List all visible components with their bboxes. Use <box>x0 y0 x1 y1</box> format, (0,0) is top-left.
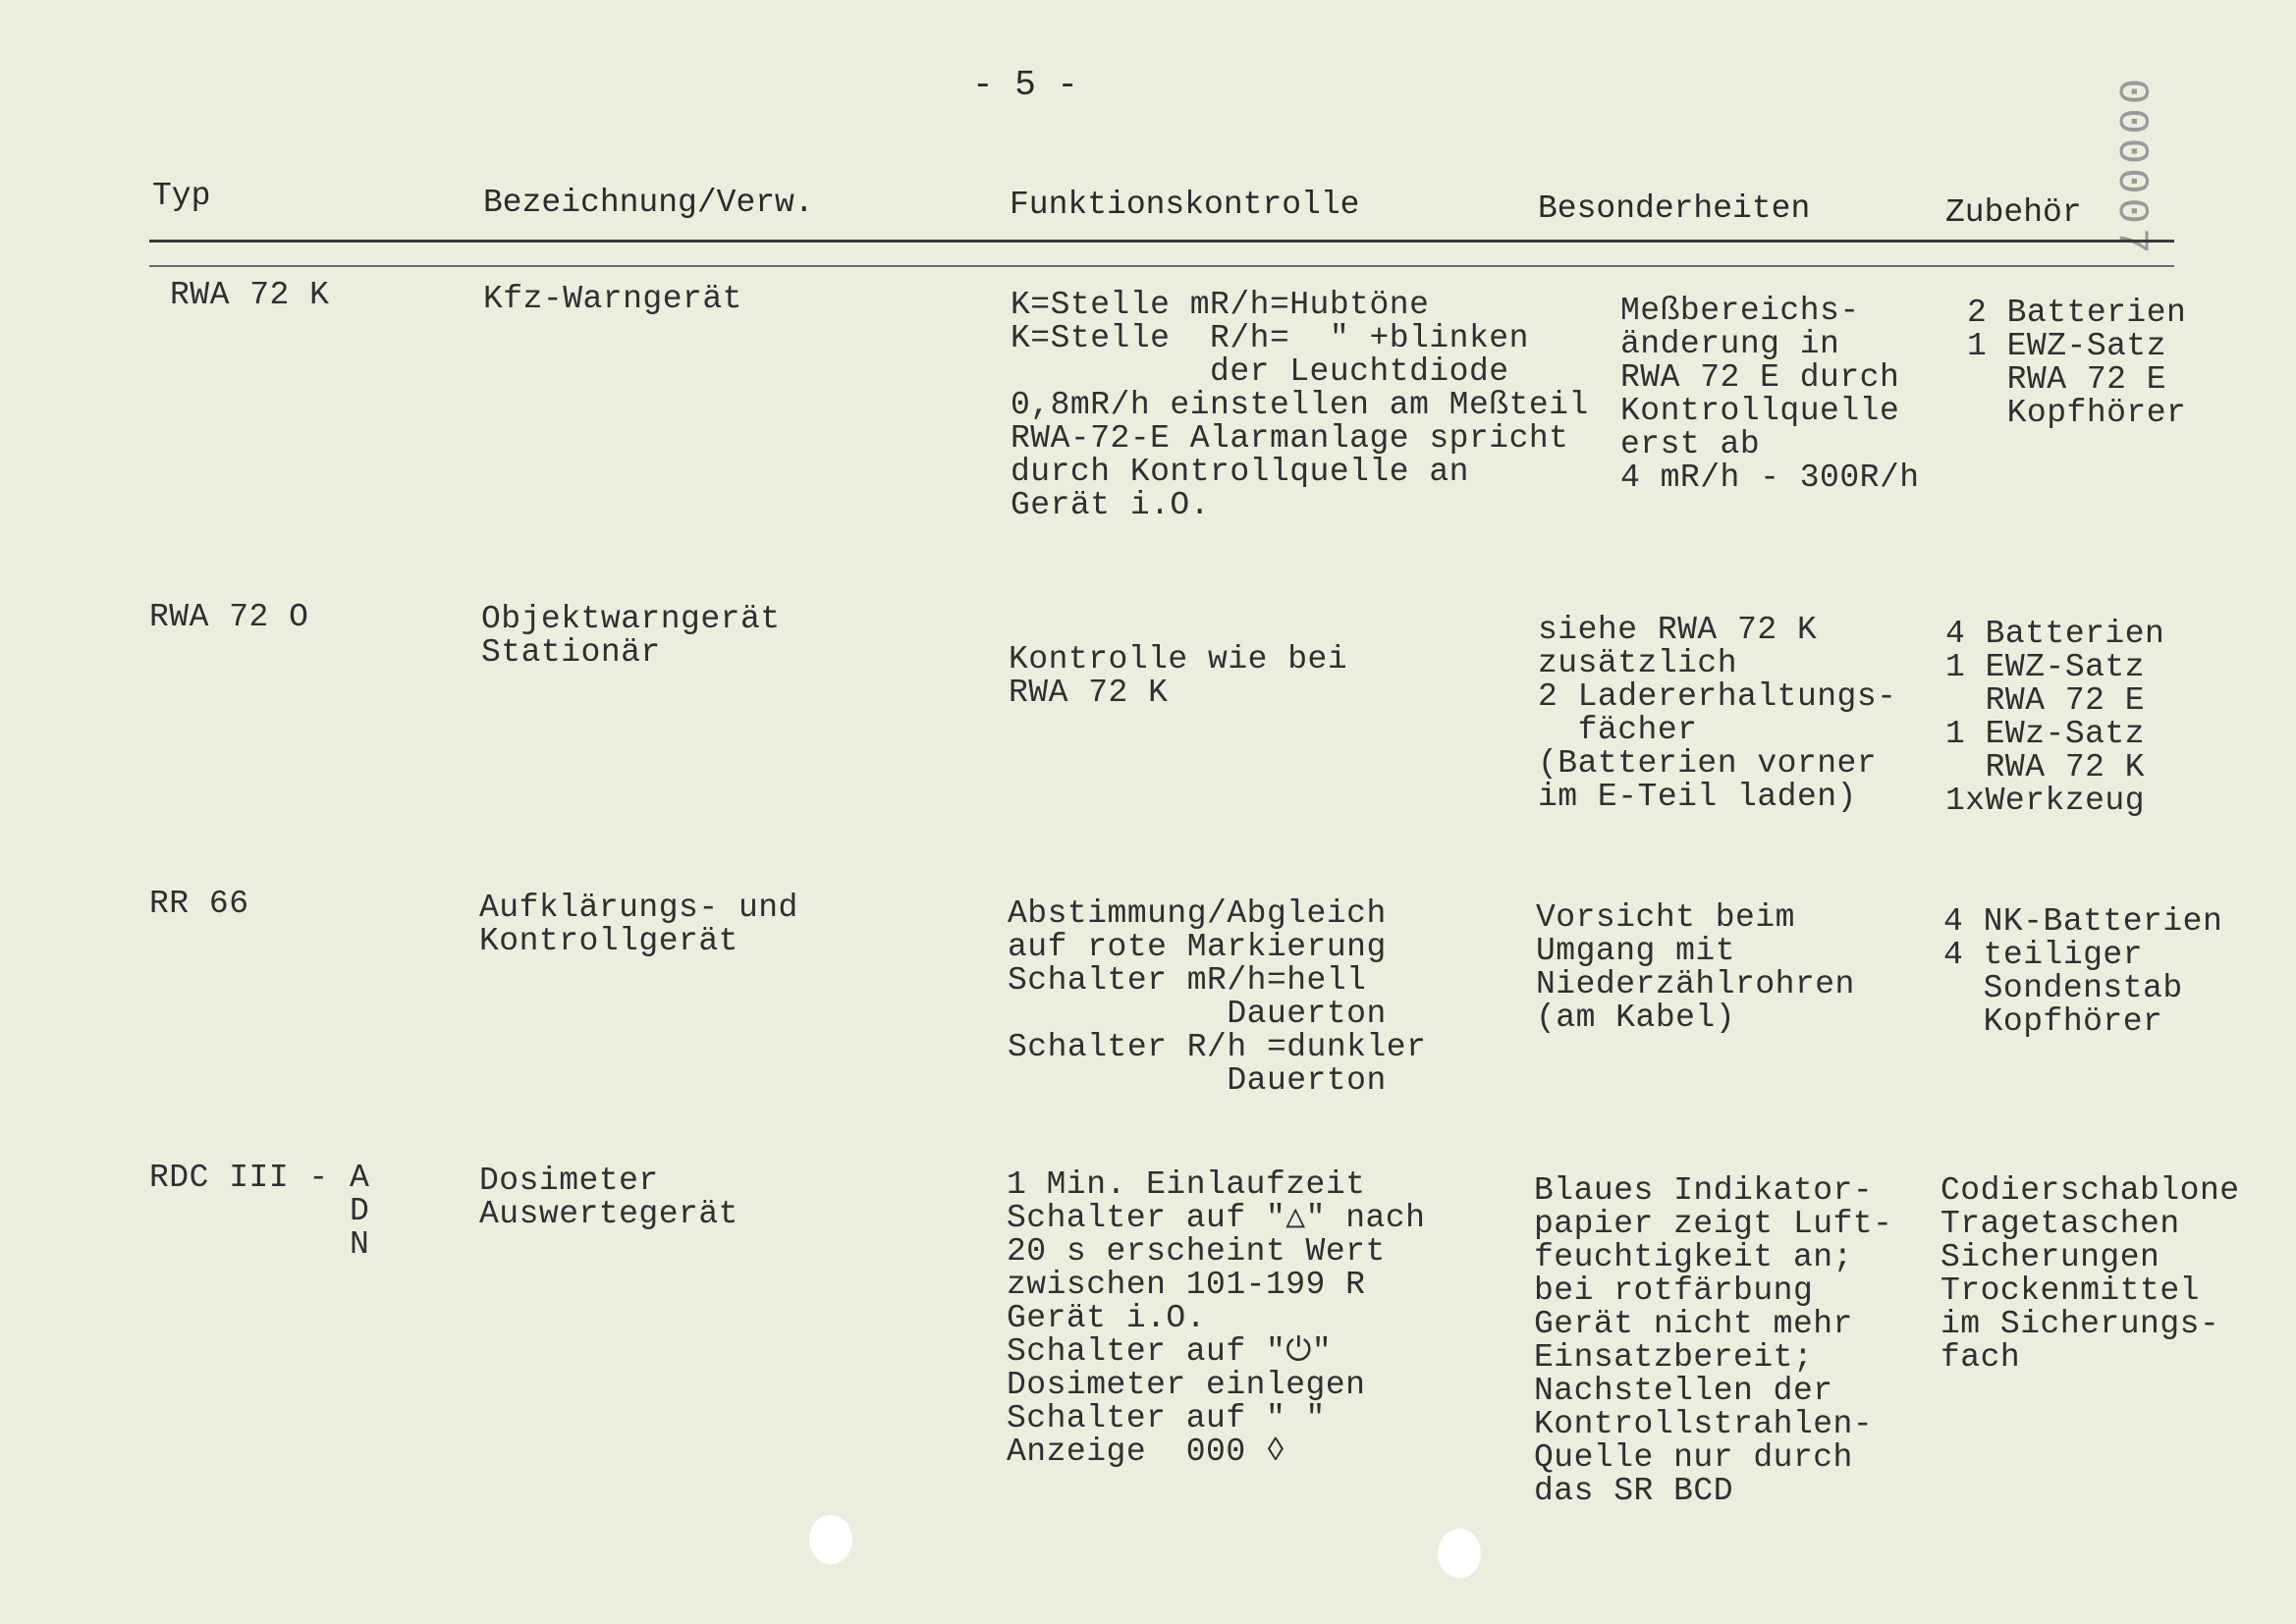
cell-besonderheiten: Meßbereichs- änderung in RWA 72 E durch Kontrollquelle erst ab 4 mR/h - 300R/h <box>1620 293 1920 496</box>
cell-zubehoer: Codierschablone Tragetaschen Sicherungen Trockenmittel im Sicherungs- fach <box>1941 1172 2240 1376</box>
cell-bezeichnung: Aufklärungs- und Kontrollgerät <box>479 890 798 959</box>
header-rule-lower <box>149 265 2174 267</box>
header-besonderheiten: Besonderheiten <box>1538 190 1811 227</box>
cell-zubehoer: 4 NK-Batterien 4 teiliger Sondenstab Kopfhörer <box>1943 903 2223 1040</box>
cell-zubehoer: 4 Batterien 1 EWZ-Satz RWA 72 E 1 EWz-Satz RWA 72 K 1xWerkzeug <box>1945 616 2165 819</box>
cell-typ: RWA 72 O <box>149 599 309 635</box>
punch-hole <box>1438 1529 1481 1578</box>
cell-bezeichnung: Dosimeter Auswertegerät <box>479 1163 738 1232</box>
header-zubehoer: Zubehör <box>1945 194 2082 231</box>
cell-typ: RR 66 <box>149 886 249 922</box>
punch-hole <box>809 1515 852 1564</box>
page-number: - 5 - <box>972 65 1079 105</box>
cell-bezeichnung: Kfz-Warngerät <box>483 281 742 317</box>
cell-funktionskontrolle: Kontrolle wie bei RWA 72 K <box>1009 641 1348 711</box>
header-rule <box>149 240 2174 243</box>
cell-typ: RWA 72 K <box>170 277 330 313</box>
cell-besonderheiten: Blaues Indikator- papier zeigt Luft- feuchtigkeit an; bei rotfärbung Gerät nicht mehr Einsatzbereit; Nachstellen der Kontrollstrahlen- Quelle nur durch das SR BCD <box>1534 1172 1893 1509</box>
cell-funktionskontrolle: K=Stelle mR/h=Hubtöne K=Stelle R/h= " +blinken der Leuchtdiode 0,8mR/h einstellen am Meßteil RWA-72-E Alarmanlage spricht durch Kontrollquelle an Gerät i.O. <box>1011 287 1589 523</box>
header-bezeichnung: Bezeichnung/Verw. <box>483 185 814 221</box>
archive-stamp: 000007 <box>2106 79 2156 258</box>
header-funktionskontrolle: Funktionskontrolle <box>1010 187 1360 223</box>
cell-besonderheiten: siehe RWA 72 K zusätzlich 2 Ladererhaltungs- fächer (Batterien vorner im E-Teil laden) <box>1538 612 1897 815</box>
cell-typ-variants: A D N <box>350 1160 370 1263</box>
cell-funktionskontrolle: Abstimmung/Abgleich auf rote Markierung Schalter mR/h=hell Dauerton Schalter R/h =dunkler Dauerton <box>1008 895 1427 1099</box>
cell-zubehoer: 2 Batterien 1 EWZ-Satz RWA 72 E Kopfhörer <box>1967 295 2187 431</box>
cell-bezeichnung: Objektwarngerät Stationär <box>481 601 781 671</box>
cell-besonderheiten: Vorsicht beim Umgang mit Niederzählrohren (am Kabel) <box>1536 899 1855 1036</box>
cell-funktionskontrolle: 1 Min. Einlaufzeit Schalter auf "△" nach 20 s erscheint Wert zwischen 101-199 R Gerät i.O. Schalter auf "⏻" Dosimeter einlegen Schalter auf " " Anzeige 000 ◊ <box>1007 1166 1426 1470</box>
header-typ: Typ <box>152 178 211 214</box>
cell-typ: RDC III - <box>149 1160 329 1196</box>
